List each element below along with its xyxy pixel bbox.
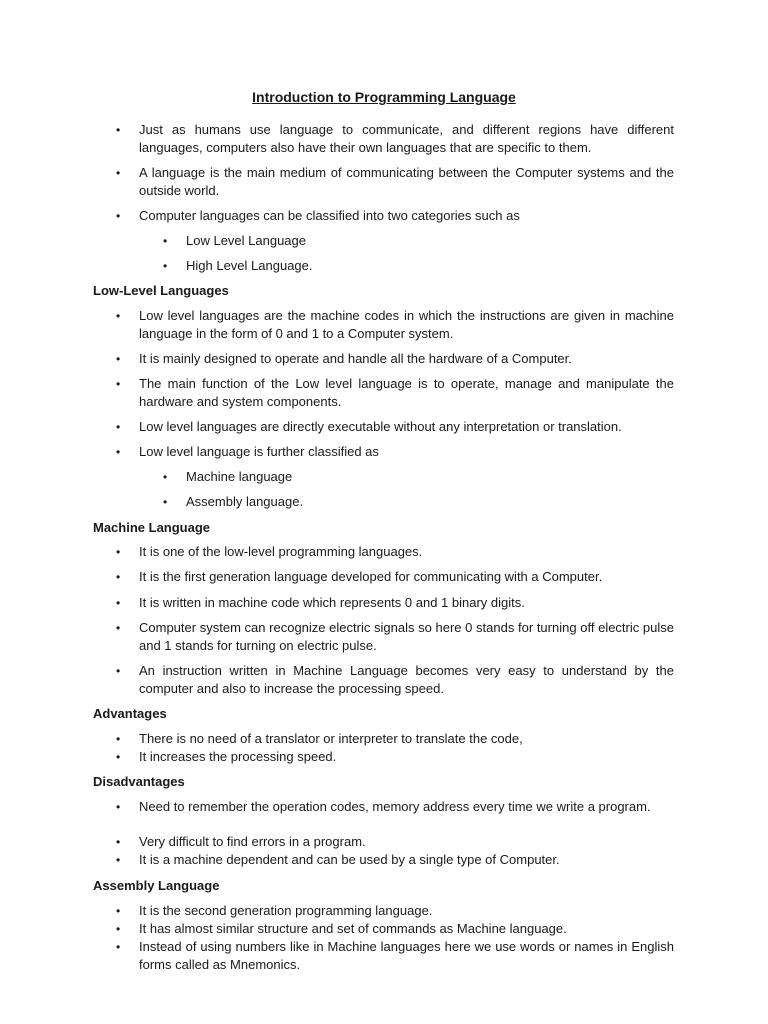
- list-item: • It is the first generation language developed for communicating with a Computer.: [139, 568, 674, 586]
- list-item: • Low level languages are directly executable without any interpretation or translation.: [139, 418, 674, 436]
- list-item: • It is written in machine code which represents 0 and 1 binary digits.: [139, 594, 674, 612]
- list-item: • The main function of the Low level language is to operate, manage and manipulate the hardware and system components.: [139, 375, 674, 411]
- section-heading-assembly: Assembly Language: [93, 878, 220, 893]
- list-item: • There is no need of a translator or interpreter to translate the code,: [139, 730, 674, 748]
- section-heading-disadvantages: Disadvantages: [93, 774, 185, 789]
- list-item: • Very difficult to find errors in a program.: [139, 833, 674, 851]
- list-item: • Low level languages are the machine codes in which the instructions are given in machine language in the form of 0 and 1 to a Computer system.: [139, 307, 674, 343]
- list-item: • A language is the main medium of communicating between the Computer systems and the outside world.: [139, 164, 674, 200]
- list-item: • Computer system can recognize electric signals so here 0 stands for turning off electric pulse and 1 stands for turning on electric pulse.: [139, 619, 674, 655]
- section-heading-advantages: Advantages: [93, 706, 167, 721]
- list-item: • Computer languages can be classified into two categories such as: [139, 207, 674, 225]
- list-item: • Low level language is further classified as: [139, 443, 674, 461]
- list-item: • It increases the processing speed.: [139, 748, 674, 766]
- list-item: • It is the second generation programming language.: [139, 902, 674, 920]
- sub-list-item: • Low Level Language: [186, 232, 666, 250]
- sub-list-item: • Assembly language.: [186, 493, 666, 511]
- page-title: Introduction to Programming Language: [252, 89, 516, 105]
- list-item: • An instruction written in Machine Language becomes very easy to understand by the computer and also to increase the processing speed.: [139, 662, 674, 698]
- section-heading-machine: Machine Language: [93, 520, 211, 535]
- list-item: • It has almost similar structure and set of commands as Machine language.: [139, 920, 674, 938]
- sub-list-item: • High Level Language.: [186, 257, 666, 275]
- list-item: • It is one of the low-level programming languages.: [139, 543, 674, 561]
- sub-list-item: • Machine language: [186, 468, 666, 486]
- list-item: • It is mainly designed to operate and handle all the hardware of a Computer.: [139, 350, 674, 368]
- list-item: • It is a machine dependent and can be used by a single type of Computer.: [139, 851, 674, 869]
- list-item: • Need to remember the operation codes, memory address every time we write a program.: [139, 798, 674, 816]
- list-item: • Just as humans use language to communicate, and different regions have different languages, computers also have their own languages that are specific to them.: [139, 121, 674, 157]
- section-heading-low-level: Low-Level Languages: [93, 283, 229, 298]
- list-item: • Instead of using numbers like in Machine languages here we use words or names in English forms called as Mnemonics.: [139, 938, 674, 974]
